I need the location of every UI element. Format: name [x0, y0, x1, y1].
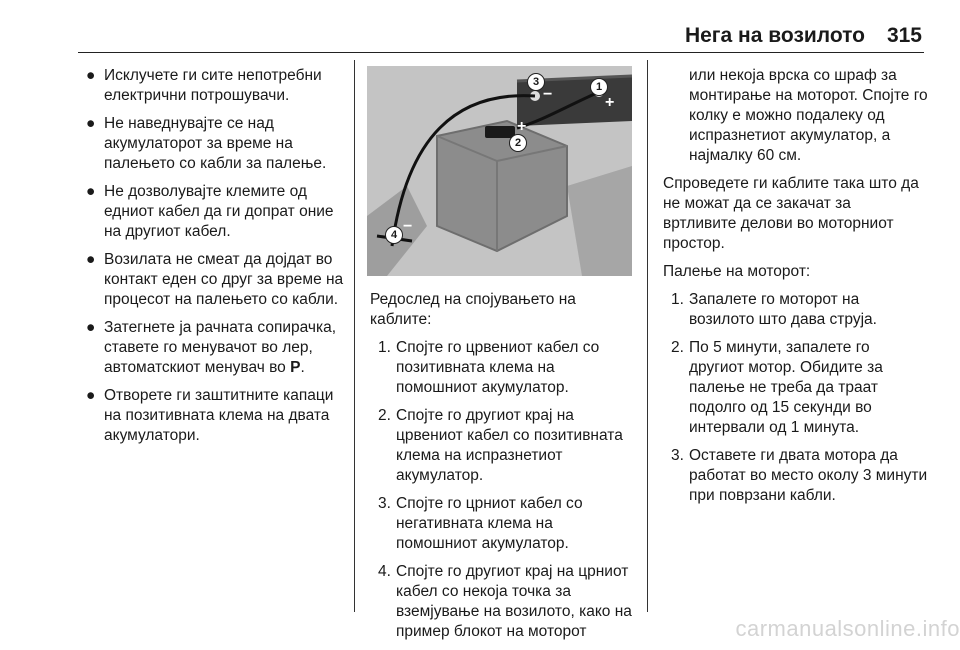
- list-item: ● Отворете ги заштитните капаци на позитивната клема на двата акумулатори.: [86, 387, 334, 444]
- battery-jump-start-illustration: [367, 66, 632, 276]
- column-divider: [647, 60, 648, 612]
- step-continuation: или некоја врска со шраф за монтирање на моторот. Спојте го колку е можно подалеку од испразнетиот акумулатор, а најмалку 60 см.: [689, 67, 928, 164]
- header-rule: [78, 52, 924, 53]
- section-title: Нега на возилото: [684, 24, 865, 47]
- engine-bay-image: [367, 66, 632, 276]
- column-right: [663, 66, 928, 514]
- start-steps: [663, 290, 928, 506]
- column-left: [80, 66, 345, 454]
- paragraph: Палење на моторот:: [663, 263, 811, 280]
- list-item: 4. Спојте го другиот крај на црниот кабел со некоја точка за вземјување на возилото, како на пример блокот на моторот: [378, 563, 632, 640]
- list-item: 2. По 5 минути, запалете го другиот мотор. Обидите за палење не треба да траат подолго од 15 секунди во интервали од 1 минута.: [671, 339, 883, 436]
- callout-3: 3: [527, 73, 545, 91]
- connection-order-intro: Редослед на спојувањето на каблите:: [370, 291, 576, 328]
- bullet-list: [80, 66, 345, 446]
- list-item: ● Возилата не смеат да дојдат во контакт еден со друг за време на процесот на палењето со кабли.: [86, 251, 344, 308]
- list-item: 3. Оставете ги двата мотора да работат во место околу 3 минути при поврзани кабли.: [671, 447, 928, 504]
- plus-sign-icon: +: [517, 118, 527, 135]
- column-middle: [370, 290, 635, 650]
- list-item: ● Не дозволувајте клемите од едниот кабел да ги допрат оние на другиот кабел.: [86, 183, 334, 240]
- callout-2: 2: [509, 134, 527, 152]
- list-item: ● Затегнете ја рачната сопирачка, ставете го менувачот во лер, автоматскиот менувач во P.: [86, 319, 337, 376]
- list-item: 1. Запалете го моторот на возилото што дава струја.: [671, 291, 877, 328]
- list-item: 1. Спојте го црвениот кабел со позитивната клема на помошниот акумулатор.: [378, 339, 600, 396]
- page-number: 315: [886, 24, 922, 47]
- list-item: ● Не наведнувајте се над акумулаторот за време на палењето со кабли за палење.: [86, 115, 327, 172]
- plus-sign-icon: +: [605, 94, 615, 111]
- callout-4: 4: [385, 226, 403, 244]
- list-item: 2. Спојте го другиот крај на црвениот кабел со позитивната клема на испразнетиот акумулатор.: [378, 407, 623, 484]
- minus-sign-icon: −: [543, 86, 553, 103]
- list-item: 3. Спојте го црниот кабел со негативната клема на помошниот акумулатор.: [378, 495, 583, 552]
- minus-sign-icon: −: [403, 218, 413, 235]
- connection-steps: [370, 338, 635, 642]
- column-divider: [354, 60, 355, 612]
- watermark: carmanualsonline.info: [735, 616, 960, 641]
- list-item: ● Исклучете ги сите непотребни електрични потрошувачи.: [86, 67, 322, 104]
- paragraph: Спроведете ги каблите така што да не можат да се закачат за вртливите делови во моторниот простор.: [663, 175, 919, 252]
- callout-1: 1: [590, 78, 608, 96]
